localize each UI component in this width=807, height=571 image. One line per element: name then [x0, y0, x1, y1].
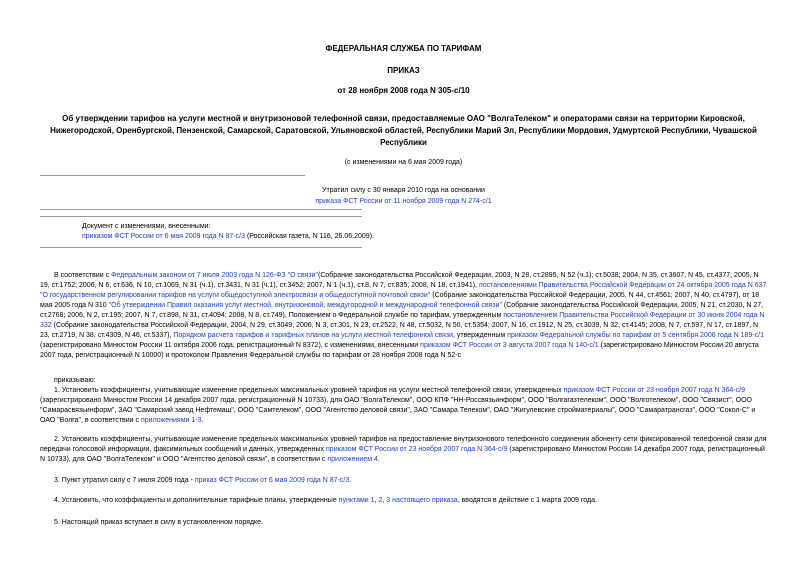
text: 1. Установить коэффициенты, учитывающие изменение предельных максимальных уровней тарифов на услуги местной телефонной связи, утвержденных	[54, 387, 564, 394]
doc-with-changes-label: Документ с изменениями, внесенными:	[82, 223, 211, 230]
document-title: Об утверждении тарифов на услуги местной и внутризоновой телефонной связи, предоставляемые ОАО "ВолгаТелеком" и операторами связи на территории Кировской, Нижегородской, Оренбургской, Пензенской, Самарской, Саратовской, Ульяновской областей, Республики Марий Эл, Республики Мордовия, Удмуртской Республики, Чувашской Республики	[50, 114, 757, 147]
text: .	[377, 456, 380, 463]
order-procedure-link[interactable]: Порядком расчета тарифов и тарифных планов на услуги местной телефонной связи	[173, 332, 453, 339]
text: .	[349, 477, 352, 484]
doc-with-changes-tail: (Российская газета, N 116, 26.06.2009).	[245, 233, 374, 240]
org-name: ФЕДЕРАЛЬНАЯ СЛУЖБА ПО ТАРИФАМ	[325, 44, 482, 53]
doc-with-changes-link[interactable]: приказом ФСТ России от 6 мая 2009 года N 87-с/3	[82, 233, 245, 240]
lost-force-link-row	[0, 197, 807, 207]
clause-5: 5. Настоящий приказ вступает в силу в установленном порядке.	[54, 519, 264, 526]
preamble-paragraph	[40, 271, 768, 361]
doc-date: от 28 ноября 2008 года N 305-с/10	[337, 86, 470, 95]
divider	[40, 175, 305, 176]
divider	[40, 209, 362, 210]
text: ,	[382, 497, 387, 504]
resolution-link-637[interactable]: постановлениями Правительства Российской Федерации от 24 октября 2005 года N 637 "О государственном регулировании тарифов на услуги общедоступной электросвязи и общедоступной почтовой связи"	[40, 282, 767, 299]
text: 4. Установить, что коэффициенты и дополнительные тарифные планы, утвержденные	[54, 497, 339, 504]
divider	[40, 216, 362, 217]
doc-with-changes	[82, 222, 502, 242]
text: 3. Пункт утратил силу с 7 июля 2009 года -	[54, 477, 195, 484]
clause-link-3[interactable]: 3 настоящего приказа	[386, 497, 458, 504]
text: В соответствии с	[54, 272, 112, 279]
text: ,	[374, 497, 379, 504]
order-link-189[interactable]: приказом Федеральной службы по тарифам от 5 сентября 2006 года N 189-с/1	[507, 332, 764, 339]
order-link-364[interactable]: приказом ФСТ России от 23 ноября 2007 года N 364-с/9	[563, 387, 745, 394]
order-link-140[interactable]: приказом ФСТ России от 3 августа 2007 года N 140-с/1	[420, 342, 599, 349]
text: (Собрание законодательства Российской Федерации, 2004, N 29, ст.3049; 2006, N 3, ст.301, N 23, ст.2522, N 48, ст.5032, N 50, ст.5354; 2007, N 16, ст.1912, N 25, ст.3039, N 32, ст.4145; 2008, N 7, ст.597, N 17, ст.1897, N 23, ст.2719, N 38, ст.4309, N 46, ст.5337),	[40, 322, 759, 339]
text: .	[201, 417, 204, 424]
text: (Собрание законодательства Российской Федерации, 2003, N 28, ст.2895, N 52 (ч.1); ст.5038; 2004, N 35, ст.3607, N 45, ст.4377; 2005, N 19, ст.1752; 2006, N 6, ст.636, N 10, ст.1069, N 31 (ч.1), ст.3431, N 31 (ч.1), ст.3452; 2007, N 1 (ч.1), ст.8, N 7, ст.835; 2008, N 18, ст.1941),	[40, 272, 759, 289]
text: (зарегистрировано Минюстом России 14 декабря 2007 года, регистрационный N 10733), для ОАО "ВолгаТелеком" и ООО "Агентство деловой связи", в соответствии с	[40, 446, 765, 463]
text: (зарегистрировано Минюстом России 11 октября 2006 года, регистрационный N 8372), с изменениями, внесенными	[40, 342, 421, 349]
text: 2. Установить коэффициенты, учитывающие изменение предельных максимальных уровней тарифов на предоставление внутризонового телефонного соединения абоненту сети фиксированной телефонной связи для передачи голосовой информации, факсимильных сообщений и данных, утвержденных	[40, 436, 767, 453]
clause-1	[40, 386, 768, 426]
resolution-link-310[interactable]: "Об утверждении Правил оказания услуг местной, внутризоновой, междугородной и международной телефонной связи"	[108, 302, 502, 309]
lost-force-text: Утратил силу с 30 января 2010 года на основании	[322, 187, 485, 194]
doc-type: ПРИКАЗ	[387, 66, 420, 75]
text: , утвержденным	[452, 332, 508, 339]
clause-3	[40, 476, 768, 486]
resolution-link-332[interactable]: постановлением Правительства Российской Федерации от 30 июня 2004 года N 332	[40, 312, 765, 329]
clause-2	[40, 435, 768, 465]
order-link-364[interactable]: приказом ФСТ России от 23 ноября 2007 года N 364-с/9	[326, 446, 508, 453]
text: (Собрание законодательства Российской Федерации, 2005, N 44, ст.4561; 2007, N 40, ст.4797), от 18 мая 2005 года N 310	[40, 292, 760, 309]
orders-word: приказываю:	[54, 377, 96, 384]
text: (Собрание законодательства Российской Федерации, 2005, N 21, ст.2030, N 27, ст.2768; 2006, N 2, ст.195; 2007, N 7, ст.898, N 31, ст.4094; 2008, N 8, ст.749), Положением о Федеральной службе по тарифам, утвержденным	[40, 302, 764, 319]
changes-note: (с изменениями на 6 мая 2009 года)	[344, 159, 463, 166]
text: (зарегистрировано Минюстом России 14 декабря 2007 года, регистрационный N 10733), для ОАО "ВолгаТелеком", ООО КПФ "НН-Россвязьинформ", ООО "Волгагазтелеком", ООО "Волготелеком", ООО "Связист", ООО "Самарасвязьинформ", ЗАО "Самарский завод Нефтемаш", ООО "Самтелеком", ООО "Агентство деловой связи", ЗАО "Самара Телеком", ОАО "Жигулевские стройматериалы", ООО "Самаратрансгаз", ООО "Сокол-С" и ОАО "Волга", в соответствии с	[40, 397, 756, 424]
lost-force-link[interactable]: приказа ФСТ России от 11 ноября 2009 года N 274-с/1	[315, 198, 492, 205]
text: (зарегистрировано Минюстом России 20 августа 2007 года, регистрационный N 10000) и протоколом Правления Федеральной службы по тарифам от 28 ноября 2008 года N 52-с	[40, 342, 759, 359]
appendix-link-1-3[interactable]: приложениями 1-3	[140, 417, 202, 424]
text: , вводятся в действие с 1 марта 2009 года.	[457, 497, 597, 504]
clause-4	[40, 496, 768, 506]
appendix-link-4[interactable]: приложением 4	[327, 456, 378, 463]
order-link-87[interactable]: приказ ФСТ России от 6 мая 2009 года N 87-с/3	[194, 477, 350, 484]
clause-link-2[interactable]: 2	[378, 497, 383, 504]
clause-link-1[interactable]: пунктами 1	[338, 497, 375, 504]
law-link[interactable]: Федеральным законом от 7 июля 2003 года N 126-ФЗ "О связи"	[111, 272, 319, 279]
divider	[40, 247, 362, 248]
